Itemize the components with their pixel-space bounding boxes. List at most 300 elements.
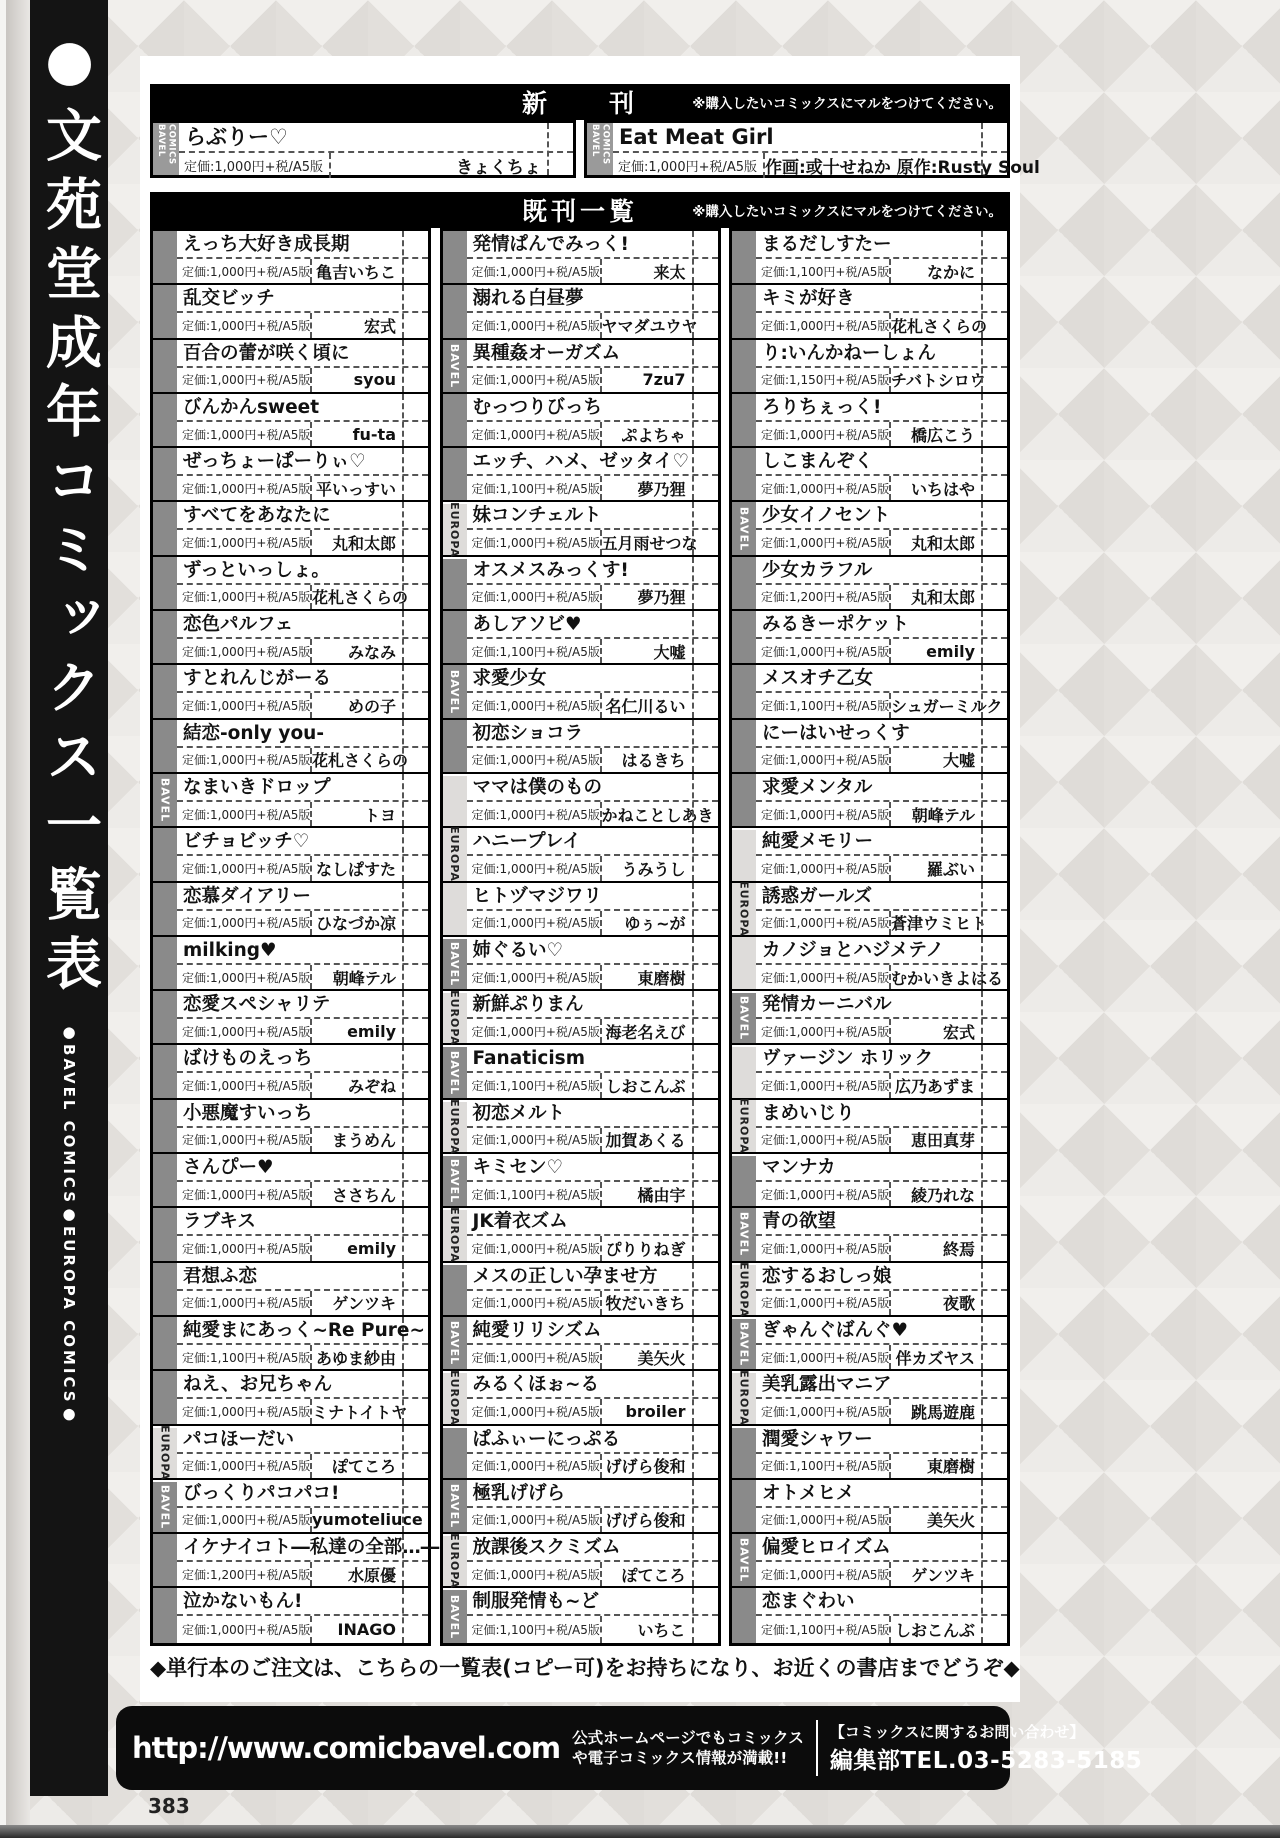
publisher-strip — [153, 1480, 177, 1532]
entry-title: なまいきドロップ — [177, 774, 428, 802]
entry-author: いちこ — [600, 1616, 718, 1642]
entry-info — [756, 1182, 1007, 1206]
entry-author: はるきち — [600, 748, 718, 772]
publisher-strip — [732, 1370, 756, 1427]
entry-body — [467, 285, 718, 337]
entry-title: 恋愛スペシャリテ — [177, 991, 428, 1019]
catalog-columns — [150, 228, 1010, 1646]
catalog-entry — [732, 1480, 1007, 1534]
entry-title: らぶりー♡ — [179, 123, 573, 153]
publisher-strip — [153, 1045, 177, 1097]
page-edge-shading — [0, 0, 30, 1838]
entry-title: り:いんかねーしょん — [756, 340, 1007, 368]
entry-title: びんかんsweet — [177, 394, 428, 422]
entry-body — [467, 1100, 718, 1152]
entry-author: チバトシロウ — [889, 368, 1018, 392]
entry-price: 定価:1,000円+税/A5版 — [761, 1187, 890, 1202]
publisher-label: EUROPA — [448, 826, 461, 883]
entry-price: 定価:1,000円+税/A5版 — [182, 318, 311, 333]
publisher-strip — [732, 1097, 756, 1154]
catalog-entry — [153, 1208, 428, 1262]
publisher-strip — [153, 937, 177, 989]
publisher-strip — [587, 123, 613, 175]
publisher-strip — [153, 828, 177, 880]
entry-title: ラブキス — [177, 1208, 428, 1236]
publisher-label: EUROPA — [158, 1424, 172, 1481]
new-releases-body — [150, 120, 1040, 178]
catalog-entry — [732, 1371, 1007, 1425]
publisher-strip — [153, 231, 177, 283]
entry-info — [177, 259, 428, 283]
entry-info — [467, 1508, 718, 1532]
entry-author: 伴カズヤス — [889, 1345, 1007, 1369]
publisher-strip — [153, 285, 177, 337]
website-url: http://www.comicbavel.com — [132, 1731, 561, 1765]
entry-info — [177, 1291, 428, 1315]
entry-title: JK着衣ズム — [467, 1208, 718, 1236]
publisher-strip — [443, 774, 467, 826]
publisher-strip — [443, 394, 467, 446]
entry-title: 乱交ビッチ — [177, 285, 428, 313]
entry-title: 極乳げげら — [467, 1480, 718, 1508]
catalog-entry — [443, 828, 718, 882]
entry-body — [756, 991, 1007, 1043]
publisher-strip — [443, 720, 467, 772]
entry-author: 蒼津ウミヒト — [889, 911, 1019, 935]
entry-body — [177, 991, 428, 1043]
entry-price: 定価:1,000円+税/A5版 — [182, 1296, 311, 1311]
entry-title: えっち大好き成長期 — [177, 231, 428, 259]
entry-body — [467, 394, 718, 446]
entry-title: 恋色パルフェ — [177, 611, 428, 639]
entry-price: 定価:1,000円+税/A5版 — [182, 807, 311, 822]
catalog-entry — [153, 720, 428, 774]
entry-body — [756, 557, 1007, 609]
entry-body — [177, 285, 428, 337]
entry-author: 夜歌 — [889, 1291, 1007, 1315]
entry-title: みるくほぉ~る — [467, 1371, 718, 1399]
entry-info — [177, 856, 428, 880]
entry-info — [756, 1019, 1007, 1043]
entry-price: 定価:1,000円+税/A5版 — [471, 373, 600, 388]
catalog-entry — [732, 611, 1007, 665]
entry-body — [177, 448, 428, 500]
entry-info — [756, 802, 1007, 826]
entry-info — [756, 748, 1007, 772]
entry-body — [177, 394, 428, 446]
catalog-entry — [153, 1045, 428, 1099]
entry-body — [177, 883, 428, 935]
entry-price: 定価:1,000円+税/A5版 — [471, 1241, 600, 1256]
entry-body — [467, 828, 718, 880]
publisher-strip — [443, 1045, 467, 1097]
entry-info — [177, 1454, 428, 1478]
entry-author: 花札さくらの — [310, 748, 440, 772]
entry-body — [756, 394, 1007, 446]
entry-price: 定価:1,000円+税/A5版 — [761, 1404, 890, 1419]
entry-info — [756, 693, 1007, 717]
publisher-strip — [153, 123, 179, 175]
page-bottom-edge — [0, 1825, 1280, 1838]
entry-info — [177, 313, 428, 337]
entry-body — [467, 1208, 718, 1260]
publisher-strip — [443, 1533, 467, 1590]
entry-info — [177, 1073, 428, 1097]
catalog-entry — [732, 665, 1007, 719]
page-number: 383 — [148, 1794, 190, 1818]
catalog-entry — [443, 1426, 718, 1480]
entry-title: 小悪魔すいっち — [177, 1100, 428, 1128]
entry-body — [756, 340, 1007, 392]
entry-title: 異種姦オーガズム — [467, 340, 718, 368]
entry-body — [177, 1208, 428, 1260]
catalog-entry — [153, 991, 428, 1045]
catalog-entry — [153, 611, 428, 665]
catalog-entry — [443, 1263, 718, 1317]
entry-info — [467, 1019, 718, 1043]
entry-author: ぷよちゃ — [600, 422, 718, 446]
entry-info — [756, 530, 1007, 554]
publisher-label: BAVEL — [158, 1484, 172, 1530]
catalog-entry — [443, 883, 718, 937]
entry-author: syou — [310, 368, 428, 392]
entry-body — [756, 502, 1007, 554]
catalog-entry — [443, 231, 718, 285]
entry-body — [756, 1208, 1007, 1260]
entry-author: しおこんぶ — [600, 1073, 718, 1097]
entry-price: 定価:1,000円+税/A5版 — [761, 481, 890, 496]
entry-body — [756, 774, 1007, 826]
entry-body — [467, 1534, 718, 1586]
catalog-entry — [153, 665, 428, 719]
entry-title: ヴァージン ホリック — [756, 1045, 1007, 1073]
entry-title: ビチョビッチ♡ — [177, 828, 428, 856]
entry-info — [467, 476, 718, 500]
entry-info — [177, 1399, 428, 1423]
catalog-entry — [153, 231, 428, 285]
publisher-label: BAVEL — [448, 1159, 461, 1204]
catalog-entry — [732, 502, 1007, 556]
entry-title: エッチ、ハメ、ゼッタイ♡ — [467, 448, 718, 476]
catalog-entry — [443, 1480, 718, 1534]
publisher-strip — [153, 1100, 177, 1152]
entry-author: きょくちょ — [329, 153, 573, 178]
entry-price: 定価:1,000円+税/A5版 — [182, 1404, 311, 1419]
entry-info — [467, 1616, 718, 1642]
publisher-strip — [443, 665, 467, 717]
entry-title: 結恋-only you- — [177, 720, 428, 748]
footer-bar — [116, 1706, 1143, 1790]
entry-price: 定価:1,000円+税/A5版 — [471, 807, 600, 822]
entry-info — [177, 1562, 428, 1586]
entry-info — [467, 1454, 718, 1478]
publisher-strip — [732, 1208, 756, 1260]
entry-author: 美矢火 — [889, 1508, 1007, 1532]
entry-title: みるきーポケット — [756, 611, 1007, 639]
entry-author: しおこんぶ — [889, 1616, 1007, 1642]
order-instructions: ◆単行本のご注文は、こちらの一覧表(コピー可)をお持ちになり、お近くの書店までどうぞ◆ — [150, 1656, 1020, 1680]
publisher-strip — [153, 557, 177, 609]
footer-promo-line2: や電子コミックス情報が満載!! — [572, 1749, 788, 1767]
entry-body — [467, 1588, 718, 1642]
sidebar — [30, 0, 108, 1796]
entry-title: 青の欲望 — [756, 1208, 1007, 1236]
catalog-entry — [732, 557, 1007, 611]
entry-info — [756, 1616, 1007, 1642]
entry-info — [756, 368, 1007, 392]
entry-price: 定価:1,200円+税/A5版 — [761, 590, 890, 605]
entry-author: 水原優 — [310, 1562, 428, 1586]
catalog-entry — [732, 1588, 1007, 1642]
publisher-strip — [732, 1480, 756, 1532]
publisher-strip — [153, 774, 177, 826]
publisher-label: EUROPA — [448, 1098, 461, 1155]
catalog-column-2 — [440, 228, 721, 1646]
entry-author: 朝峰テル — [889, 802, 1007, 826]
entry-body — [177, 1100, 428, 1152]
entry-body — [177, 1480, 428, 1532]
catalog-entry — [443, 774, 718, 828]
publisher-strip — [443, 1370, 467, 1427]
publisher-strip — [732, 1261, 756, 1318]
publisher-strip — [443, 231, 467, 283]
entry-info — [177, 1019, 428, 1043]
entry-body — [177, 557, 428, 609]
entry-author: みなみ — [310, 639, 428, 663]
catalog-entry — [732, 991, 1007, 1045]
entry-title: ぎゃんぐばんぐ♥ — [756, 1317, 1007, 1345]
entry-info — [467, 911, 718, 935]
entry-price: 定価:1,100円+税/A5版 — [761, 264, 890, 279]
entry-title: ばけものえっち — [177, 1045, 428, 1073]
publisher-label: BAVEL — [448, 1050, 461, 1095]
entry-title: びっくりパコパコ! — [177, 1480, 428, 1508]
entry-author: 朝峰テル — [310, 965, 428, 989]
entry-price: 定価:1,000円+税/A5版 — [182, 1079, 311, 1094]
new-release-entry — [584, 120, 1040, 178]
catalog-entry — [443, 720, 718, 774]
catalog-entry — [443, 937, 718, 991]
entry-price: 定価:1,000円+税/A5版 — [182, 1024, 311, 1039]
entry-body — [467, 448, 718, 500]
publisher-strip — [443, 1207, 467, 1264]
entry-price: 定価:1,000円+税/A5版 — [182, 1623, 311, 1638]
entry-info — [177, 422, 428, 446]
publisher-label: EUROPA — [448, 990, 461, 1047]
entry-author: ささちん — [310, 1182, 428, 1206]
entry-info — [756, 965, 1007, 989]
entry-body — [467, 1480, 718, 1532]
entry-author: fu-ta — [310, 422, 428, 446]
entry-author: 夢乃狸 — [600, 476, 718, 500]
entry-price: 定価:1,000円+税/A5版 — [182, 861, 311, 876]
publisher-label: BAVEL — [737, 506, 751, 551]
entry-body — [177, 1263, 428, 1315]
entry-author: 大嘘 — [889, 748, 1007, 772]
entry-author: ヤマダユウヤ — [600, 313, 730, 337]
entry-price: 定価:1,100円+税/A5版 — [471, 1187, 600, 1202]
entry-price: 定価:1,000円+税/A5版 — [471, 1513, 600, 1528]
entry-author: なしぱすた — [310, 856, 428, 880]
entry-price: 定価:1,100円+税/A5版 — [471, 481, 600, 496]
entry-price: 定価:1,000円+税/A5版 — [761, 536, 890, 551]
entry-price: 定価:1,000円+税/A5版 — [182, 1513, 311, 1528]
catalog-entry — [732, 285, 1007, 339]
entry-info — [467, 259, 718, 283]
catalog-entry — [732, 1154, 1007, 1208]
publisher-strip — [732, 937, 756, 989]
entry-body — [467, 1371, 718, 1423]
publisher-label: BAVEL — [448, 343, 461, 388]
entry-info — [756, 1399, 1007, 1423]
entry-price: 定価:1,000円+税/A5版 — [182, 644, 311, 659]
entry-body — [177, 720, 428, 772]
catalog-entry — [732, 1426, 1007, 1480]
entry-info — [177, 1236, 428, 1260]
catalog-entry — [732, 1045, 1007, 1099]
entry-info — [177, 1616, 428, 1642]
entry-body — [177, 1426, 428, 1478]
publisher-label: EUROPA — [737, 1097, 751, 1154]
entry-info — [467, 313, 718, 337]
entry-author: 海老名えび — [600, 1019, 718, 1043]
entry-info — [177, 1182, 428, 1206]
entry-title: ハニープレイ — [467, 828, 718, 856]
entry-author: 名仁川るい — [600, 693, 718, 717]
entry-price: 定価:1,000円+税/A5版 — [182, 1241, 311, 1256]
entry-price: 定価:1,000円+税/A5版 — [761, 644, 890, 659]
entry-body — [179, 123, 573, 178]
entry-author: broiler — [600, 1399, 718, 1423]
entry-title: 姉ぐるい♡ — [467, 937, 718, 965]
catalog-entry — [443, 1045, 718, 1099]
entry-body — [756, 665, 1007, 717]
entry-author: ぴりりねぎ — [600, 1236, 718, 1260]
catalog-entry — [443, 1100, 718, 1154]
entry-price: 定価:1,000円+税/A5版 — [761, 807, 890, 822]
entry-author: ぽてころ — [310, 1454, 428, 1478]
entry-price: 定価:1,000円+税/A5版 — [182, 970, 311, 985]
entry-author: ぽてころ — [600, 1562, 718, 1586]
publisher-strip — [153, 1588, 177, 1642]
entry-body — [756, 231, 1007, 283]
entry-author: emily — [310, 1236, 428, 1260]
entry-info — [177, 748, 428, 772]
entry-info — [467, 1182, 718, 1206]
entry-author: なかに — [889, 259, 1007, 283]
entry-info — [177, 693, 428, 717]
entry-info — [756, 1128, 1007, 1152]
entry-info — [467, 1291, 718, 1315]
entry-title: 潤愛シャワー — [756, 1426, 1007, 1454]
publisher-label: BAVEL — [448, 1594, 461, 1639]
publisher-strip — [153, 502, 177, 554]
entry-info — [756, 585, 1007, 609]
entry-body — [756, 448, 1007, 500]
publisher-strip — [443, 883, 467, 935]
publisher-strip — [732, 991, 756, 1043]
entry-body — [756, 1100, 1007, 1152]
entry-body — [467, 611, 718, 663]
entry-author: 亀吉いちこ — [310, 259, 428, 283]
entry-title: 妹コンチェルト — [467, 502, 718, 530]
entry-info — [756, 1073, 1007, 1097]
entry-price: 定価:1,000円+税/A5版 — [184, 160, 324, 175]
entry-info — [756, 1236, 1007, 1260]
entry-title: さんぴー♥ — [177, 1154, 428, 1182]
entry-title: 初恋ショコラ — [467, 720, 718, 748]
entry-body — [756, 285, 1007, 337]
entry-info — [467, 856, 718, 880]
entry-author: あゆま紗由 — [310, 1345, 428, 1369]
entry-info — [756, 1291, 1007, 1315]
catalog-entry — [153, 340, 428, 394]
entry-author: 宏式 — [889, 1019, 1007, 1043]
entry-info — [177, 639, 428, 663]
entry-author: げげら俊和 — [600, 1454, 718, 1478]
entry-price: 定価:1,100円+税/A5版 — [761, 1623, 890, 1638]
catalog-entry — [732, 1097, 1007, 1154]
back-catalog-section — [150, 192, 1010, 1646]
entry-price: 定価:1,000円+税/A5版 — [761, 753, 890, 768]
catalog-entry — [732, 720, 1007, 774]
entry-title: 少女カラフル — [756, 557, 1007, 585]
entry-price: 定価:1,000円+税/A5版 — [761, 1133, 890, 1148]
catalog-entry — [443, 394, 718, 448]
entry-title: 溺れる白昼夢 — [467, 285, 718, 313]
entry-body — [756, 1534, 1007, 1586]
entry-author: 花札さくらの — [310, 585, 440, 609]
entry-author: 広乃あずま — [889, 1073, 1007, 1097]
publisher-strip — [153, 1371, 177, 1423]
publisher-strip — [153, 448, 177, 500]
entry-title: 泣かないもん! — [177, 1588, 428, 1616]
publisher-strip — [732, 828, 756, 880]
entry-author: 跳馬遊鹿 — [889, 1399, 1007, 1423]
new-releases-title: 新 刊 — [521, 89, 638, 118]
catalog-entry — [443, 1208, 718, 1262]
entry-title: ママは僕のもの — [467, 774, 718, 802]
publisher-strip — [443, 1154, 467, 1206]
catalog-entry — [443, 1317, 718, 1371]
entry-info — [467, 368, 718, 392]
entry-price: 定価:1,000円+税/A5版 — [471, 536, 600, 551]
catalog-entry — [732, 340, 1007, 394]
publisher-label: BAVEL — [737, 996, 751, 1041]
entry-body — [177, 1371, 428, 1423]
entry-body — [756, 1045, 1007, 1097]
entry-body — [467, 991, 718, 1043]
entry-title: 純愛まにあっく~Re Pure~ — [177, 1317, 428, 1345]
publisher-label: EUROPA — [448, 1370, 461, 1427]
entry-author: うみうし — [600, 856, 718, 880]
entry-info — [467, 422, 718, 446]
entry-body — [756, 883, 1007, 935]
entry-price: 定価:1,000円+税/A5版 — [761, 970, 890, 985]
entry-title: ぱふぃーにっぷる — [467, 1426, 718, 1454]
entry-info — [756, 856, 1007, 880]
publisher-strip — [732, 340, 756, 392]
entry-price: 定価:1,000円+税/A5版 — [182, 1459, 311, 1474]
publisher-strip — [732, 1045, 756, 1097]
entry-body — [756, 1317, 1007, 1369]
publisher-label: BAVEL — [448, 669, 461, 714]
entry-info — [177, 476, 428, 500]
publisher-strip — [443, 501, 467, 558]
entry-price: 定価:1,000円+税/A5版 — [471, 916, 600, 931]
publisher-strip — [732, 665, 756, 717]
entry-author: 来太 — [600, 259, 718, 283]
